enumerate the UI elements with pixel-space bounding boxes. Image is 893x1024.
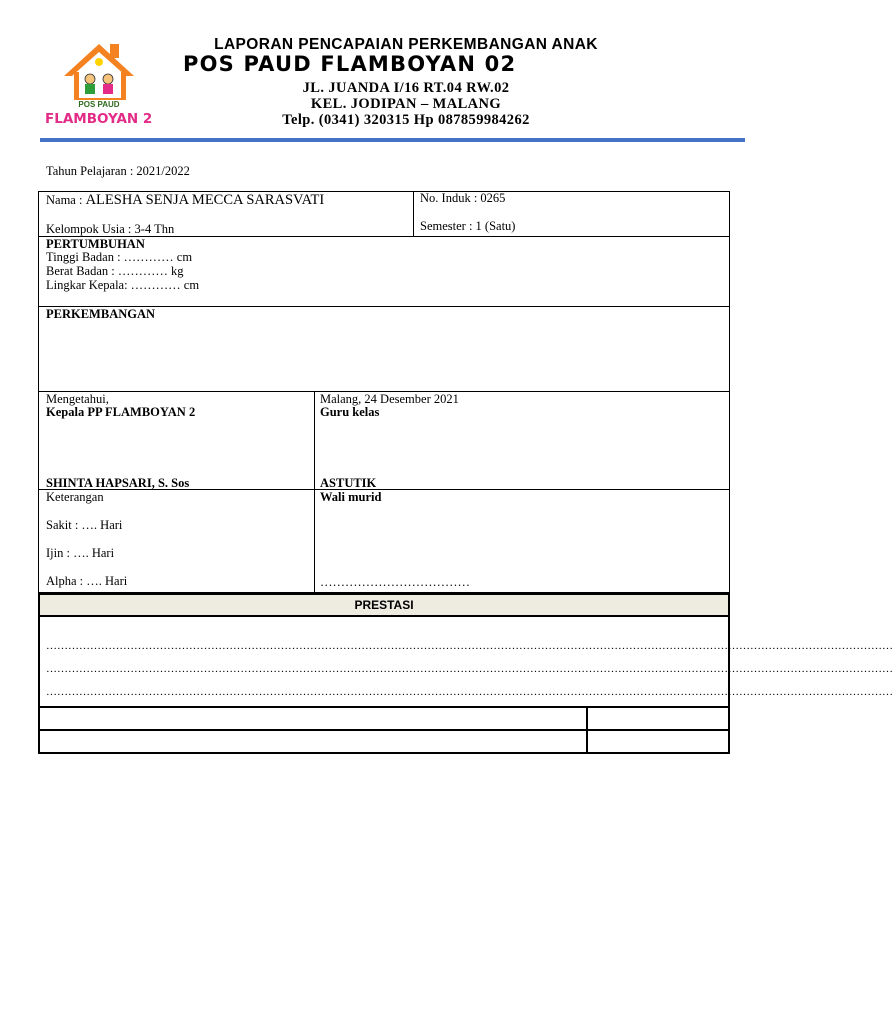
student-name-row xyxy=(46,193,324,207)
wali-signature-line: ……………………………… xyxy=(320,575,470,589)
prestasi-line: …………………………………………………………………………………………………………………………………………………………………………………………………………… xyxy=(46,686,893,698)
student-age-group: Kelompok Usia : 3-4 Thn xyxy=(46,222,175,236)
student-semester: Semester : 1 (Satu) xyxy=(420,219,516,233)
logo-text-bottom: FLAMBOYAN 2 xyxy=(45,111,153,127)
school-address: JL. JUANDA I/16 RT.04 RW.02 xyxy=(302,80,510,96)
student-no-induk: No. Induk : 0265 xyxy=(420,191,506,205)
school-phone: Telp. (0341) 320315 Hp 087859984262 xyxy=(282,112,530,128)
prestasi-line: …………………………………………………………………………………………………………………………………………………………………………………………………………… xyxy=(46,640,893,652)
report-title: LAPORAN PENCAPAIAN PERKEMBANGAN ANAK xyxy=(214,36,598,53)
wali-title: Wali murid xyxy=(320,490,382,504)
perkembangan-heading: PERKEMBANGAN xyxy=(46,307,156,321)
student-name-label: Nama : xyxy=(46,193,86,207)
kepala-name: SHINTA HAPSARI, S. Sos xyxy=(46,476,190,490)
prestasi-heading: PRESTASI xyxy=(38,593,730,617)
guru-title: Guru kelas xyxy=(320,405,380,419)
keterangan-sakit: Sakit : …. Hari xyxy=(46,518,123,532)
academic-year: Tahun Pelajaran : 2021/2022 xyxy=(46,164,190,178)
header-rule xyxy=(40,138,745,142)
logo-text-top: POS PAUD xyxy=(78,100,120,109)
place-date: Malang, 24 Desember 2021 xyxy=(320,392,459,406)
guru-name: ASTUTIK xyxy=(320,476,377,490)
tinggi-badan: Tinggi Badan : ………… cm xyxy=(46,250,193,264)
student-name: ALESHA SENJA MECCA SARASVATI xyxy=(85,192,325,208)
kepala-title: Kepala PP FLAMBOYAN 2 xyxy=(46,405,196,419)
keterangan-ijin: Ijin : …. Hari xyxy=(46,546,115,560)
mengetahui-label: Mengetahui, xyxy=(46,392,109,406)
school-name: POS PAUD FLAMBOYAN 02 xyxy=(183,52,517,76)
berat-badan: Berat Badan : ………… kg xyxy=(46,264,184,278)
keterangan-alpha: Alpha : …. Hari xyxy=(46,574,128,588)
lingkar-kepala: Lingkar Kepala: ………… cm xyxy=(46,278,200,292)
prestasi-line: …………………………………………………………………………………………………………………………………………………………………………………………………………… xyxy=(46,663,893,675)
pertumbuhan-heading: PERTUMBUHAN xyxy=(46,237,145,251)
school-kelurahan: KEL. JODIPAN – MALANG xyxy=(310,96,502,112)
keterangan-heading: Keterangan xyxy=(46,490,104,504)
